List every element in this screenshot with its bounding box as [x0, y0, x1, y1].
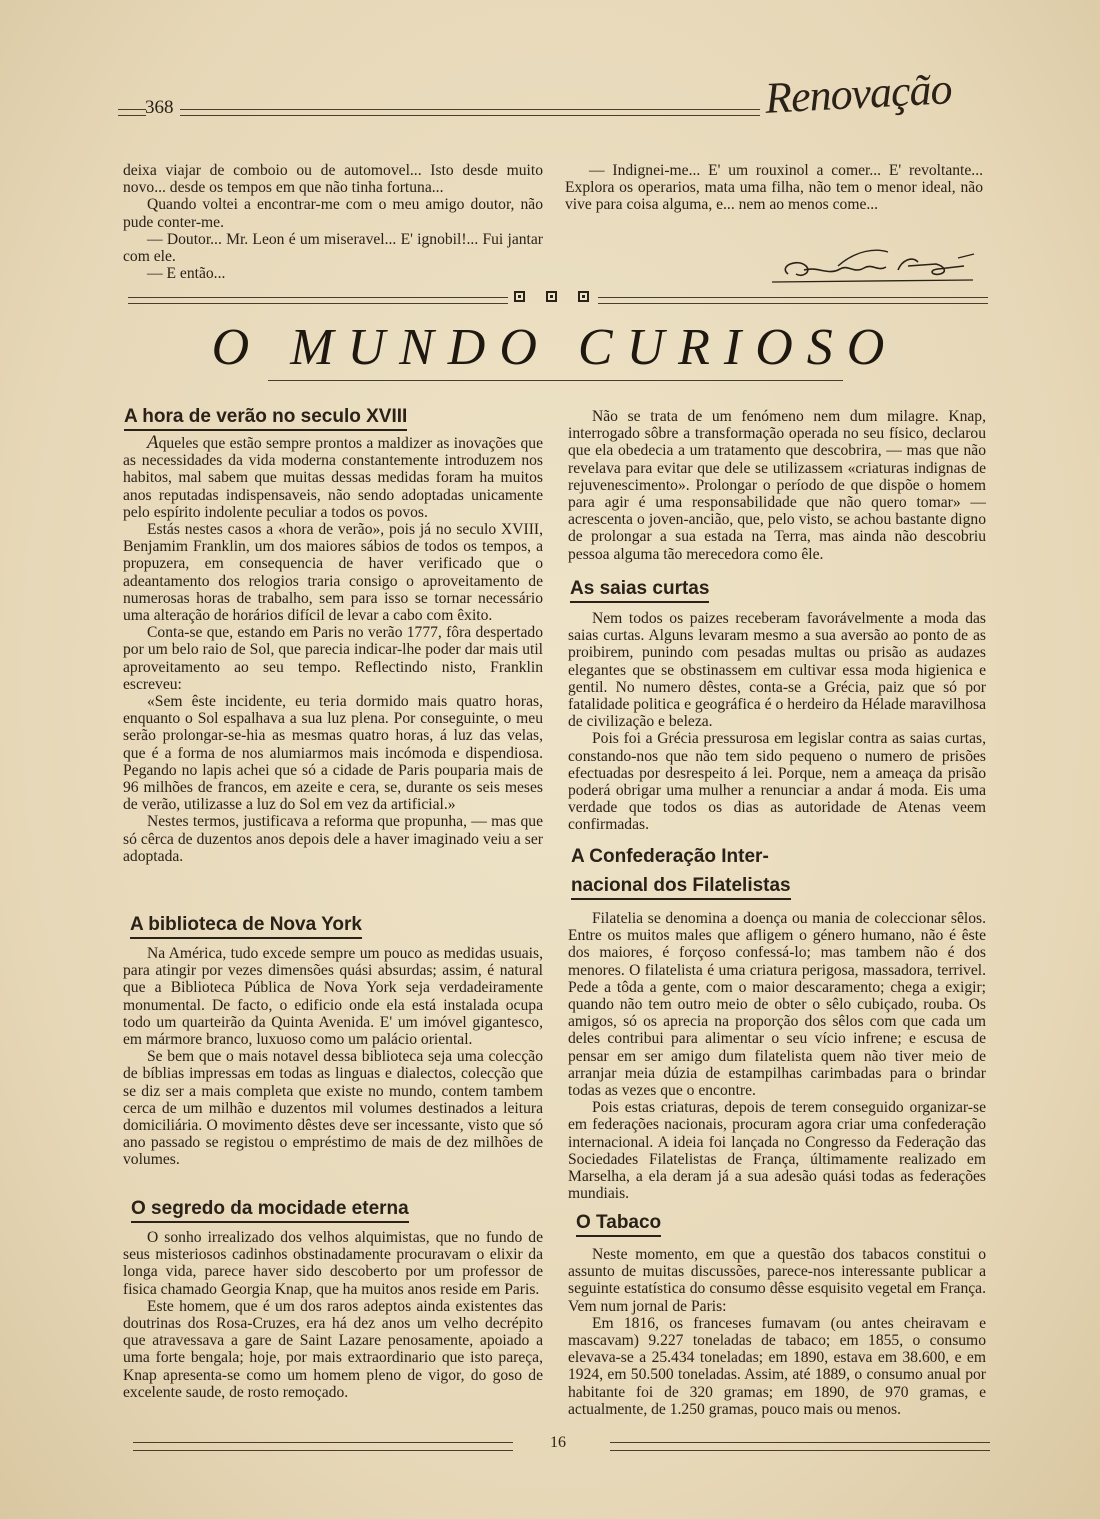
drop-letter: A [147, 432, 159, 453]
continued-text-right [565, 162, 983, 214]
article-heading-mocidade [131, 1198, 409, 1223]
article-heading-filatelistas [571, 846, 791, 900]
paragraph: Em 1816, os franceses fumavam (ou antes cheiravam e mascavam) 9.227 toneladas de tabaco; em 1855, o consumo elevava-se a 25.434 toneladas; em 1890, estava em 38.600, e em 1924, em 50.500 toneladas. Assim, até 1889, o consumo anual por habitante foi de 320 gramas; em 1890, de 970 gramas, e actualmente, de 1.250 gramas, pouco mais ou menos. [568, 1314, 986, 1418]
page-number: 368 [145, 97, 174, 118]
article-heading-tabaco [576, 1212, 661, 1237]
footer-rule-right [610, 1450, 990, 1451]
article-heading: A hora de verão no seculo XVIII [124, 406, 407, 431]
square-ornament-icon [578, 291, 589, 302]
divider-rule-right [598, 297, 988, 304]
article-heading: A Confederação Inter- [571, 846, 769, 867]
article-saias [568, 610, 986, 834]
paragraph: Não se trata de um fenómeno nem dum milagre. Knap, interrogado sôbre a transformação operada no seu físico, declarou que ela obedecia a um tratamento que descobrira, — mas que não revelava para evitar que dele se utilizassem «criaturas indignas de rejuvenescimento». Prolongar o período de que dispõe o homem para agir é uma responsabilidade que não quero tomar» — acrescenta o joven-ancião, que, pelo visto, se achou bastante digno de prolongar a sua estada na Terra, mas ainda não descobriu pessoa alguma tão merecedora como êle. [568, 408, 986, 563]
paragraph: Filatelia se denomina a doença ou mania de coleccionar sêlos. Entre os muitos males que afligem o género humano, não é êste dos maiores, é forçoso confessá-lo; mas tambem não é dos menores. O filatelista é uma criatura perigosa, massadora, terrivel. Pede a tôda a gente, com o maior descaramento; chega a exigir; quando não tem outro meio de obter o sêlo cubiçado, rouba. Os amigos, só os aprecia na proporção dos sêlos com que cada um deles contribui para alimentar o seu vício infrene; e escusa de pensar em ser amigo dum filatelista quem não tiver meio de arranjar meia dúzia de estampilhas carimbadas para o brindar todas as vezes que o encontre. [568, 910, 986, 1100]
header-rule [180, 109, 760, 116]
left-column [123, 434, 543, 865]
square-ornament-icon [514, 291, 525, 302]
paragraph [123, 434, 543, 521]
header-rule-left [118, 109, 146, 116]
paragraph: — Doutor... Mr. Leon é um miseravel... E' ignobil!... Fui jantar com ele. [123, 230, 543, 266]
paragraph-text: queles que estão sempre prontos a maldizer as inovações que as necessidades da vida moderna constantemente introduzem nos habitos, mal sabem que muitas dessas medidas foram ha muitos anos reputadas indispensaveis, não sendo adoptadas unicamente pelo espírito indolente peculiar a todos os povos. [123, 435, 543, 521]
author-signature [768, 236, 983, 294]
article-heading: nacional dos Filatelistas [571, 875, 791, 900]
footer-rule-left [133, 1442, 513, 1443]
article-heading: As saias curtas [570, 578, 709, 603]
article-heading: O segredo da mocidade eterna [131, 1198, 409, 1223]
article-heading: A biblioteca de Nova York [130, 914, 362, 939]
right-column [568, 408, 986, 563]
footer-page-number: 16 [550, 1434, 566, 1451]
article-mocidade [123, 1229, 543, 1401]
footer-rule-right [610, 1442, 990, 1443]
paragraph: Neste momento, em que a questão dos tabacos constitui o assunto de muitas discussões, parece-nos interessante publicar a seguinte estatística do consumo dêsse esquisito vegetal em França. Vem num jornal de Paris: [568, 1246, 986, 1315]
paragraph: Na América, tudo excede sempre um pouco as medidas usuais, para atingir por vezes dimensões quási absurdas; assim, é natural que a Biblioteca Pública de Nova York seja verdadeiramente monumental. De facto, o edificio onde ela está instalada ocupa todo um quarteirão da Quinta Avenida. E' um imóvel gigantesco, em mármore branco, luxuoso como um palácio oriental. [123, 945, 543, 1049]
article-heading-verao [124, 406, 407, 431]
article-biblioteca [123, 945, 543, 1169]
article-tabaco [568, 1246, 986, 1418]
paragraph: Conta-se que, estando em Paris no verão 1777, fôra despertado por um belo raio de Sol, que parecia indicar-lhe poder dar mais util aproveitamento ao seu tempo. Reflectindo nisto, Franklin escreveu: [123, 624, 543, 693]
article-filatelistas [568, 910, 986, 1202]
magazine-logo: Renovação [763, 64, 953, 123]
continued-text-left [123, 162, 543, 282]
paragraph: Pois foi a Grécia pressurosa em legislar contra as saias curtas, constando-nos que não tem sido pequeno o numero de prisões efectuadas por desrespeito á lei. Porque, nem a ameaça da prisão poderá obrigar uma mulher a renunciar a andar á moda. Eis uma verdade que todos os dias as autoridade de Atenas veem confirmadas. [568, 730, 986, 834]
article-heading-saias [570, 578, 709, 603]
title-underline [268, 380, 843, 381]
paragraph: Quando voltei a encontrar-me com o meu amigo doutor, não pude conter-me. [123, 196, 543, 231]
paragraph: — E então... [147, 265, 226, 283]
paragraph: Se bem que o mais notavel dessa biblioteca seja uma colecção de bíblias impressas em todas as linguas e dialectos, colecção que se diz ser a mais completa que existe no mundo, contem tambem cerca de um milhão e duzentos mil volumes destinados a leitura domiciliária. O movimento dêstes deve ser incessante, visto que só ano passado se registou o empréstimo de mais de dez milhões de volumes. [123, 1048, 543, 1169]
paragraph: Este homem, que é um dos raros adeptos ainda existentes das doutrinas dos Rosa-Cruzes, era há dez anos um velho decrépito que atravessava a gare de Saint Lazare penosamente, apoiado a uma forte bengala; hoje, por mais extraordinario que isto pareça, Knap apresenta-se como um homem pleno de vigor, do goso de excelente saude, de rosto remoçado. [123, 1297, 543, 1401]
paragraph: Nestes termos, justificava a reforma que propunha, — mas que só cêrca de duzentos anos depois dele a haver imaginado veiu a ser adoptada. [123, 813, 543, 865]
paragraph: Nem todos os paizes receberam favorávelmente a moda das saias curtas. Alguns levaram mesmo a sua aversão ao ponto de as proibirem, punindo com pesadas multas ou prisão as audazes elegantes que se obstinassem em cultivar essa moda higienica e gentil. No numero dêstes, conta-se a Grécia, paiz que só por fatalidade politica e geográfica é o herdeiro da Hélade maravilhosa de civilização e beleza. [568, 610, 986, 731]
footer-rule-left [133, 1450, 513, 1451]
paragraph: «Sem êste incidente, eu teria dormido mais quatro horas, enquanto o Sol espalhava a sua luz plena. Por conseguinte, o meu serão prolongar-se-hia as mesmas quatro horas, á luz das velas, que é a forma de nos alumiarmos mais incómoda e dispendiosa. Pegando no lapis achei que só a cidade de Paris pouparia mais de 96 milhões de francos, em azeite e cera, se, durante os seis meses de verão, utilizasse a luz do Sol em vez da artificial.» [123, 693, 543, 814]
square-ornament-icon [546, 291, 557, 302]
section-title: O MUNDO CURIOSO [211, 319, 899, 376]
divider-rule-left [128, 297, 508, 304]
article-heading: O Tabaco [576, 1212, 661, 1237]
paragraph: Estás nestes casos a «hora de verão», pois já no seculo XVIII, Benjamim Franklin, um dos maiores sábios de todos os tempos, a propuzera, em consequencia de haver verificado que o adeantamento dos relogios traria consigo o aproveitamento de numerosas horas de trabalho, sem para isso se tornar necessário uma alteração de horários difícil de levar a cabo com êxito. [123, 521, 543, 625]
paragraph: deixa viajar de comboio ou de automovel... Isto desde muito novo... desde os tempos em que não tinha fortuna... [123, 162, 543, 197]
article-heading-biblioteca [130, 914, 362, 939]
paragraph: O sonho irrealizado dos velhos alquimistas, que no fundo de seus misteriosos cadinhos obstinadamente procuravam o elixir da longa vida, parece haver sido descoberto por um professor de fisica chamado Georgia Knap, que ha muitos anos reside em Paris. [123, 1229, 543, 1298]
paragraph: Pois estas criaturas, depois de terem conseguido organizar-se em federações nacionais, procuram agora criar uma confederação internacional. A ideia foi lançada no Congresso da Federação das Sociedades Filatelistas de França, últimamente realizado em Marselha, a ela deram já a sua adesão quási todas as federações mundiais. [568, 1099, 986, 1203]
paragraph: — Indignei-me... E' um rouxinol a comer... E' revoltante... Explora os operarios, mata uma filha, não tem o menor ideal, não vive para coisa alguma, e... nem ao menos come... [565, 162, 983, 214]
